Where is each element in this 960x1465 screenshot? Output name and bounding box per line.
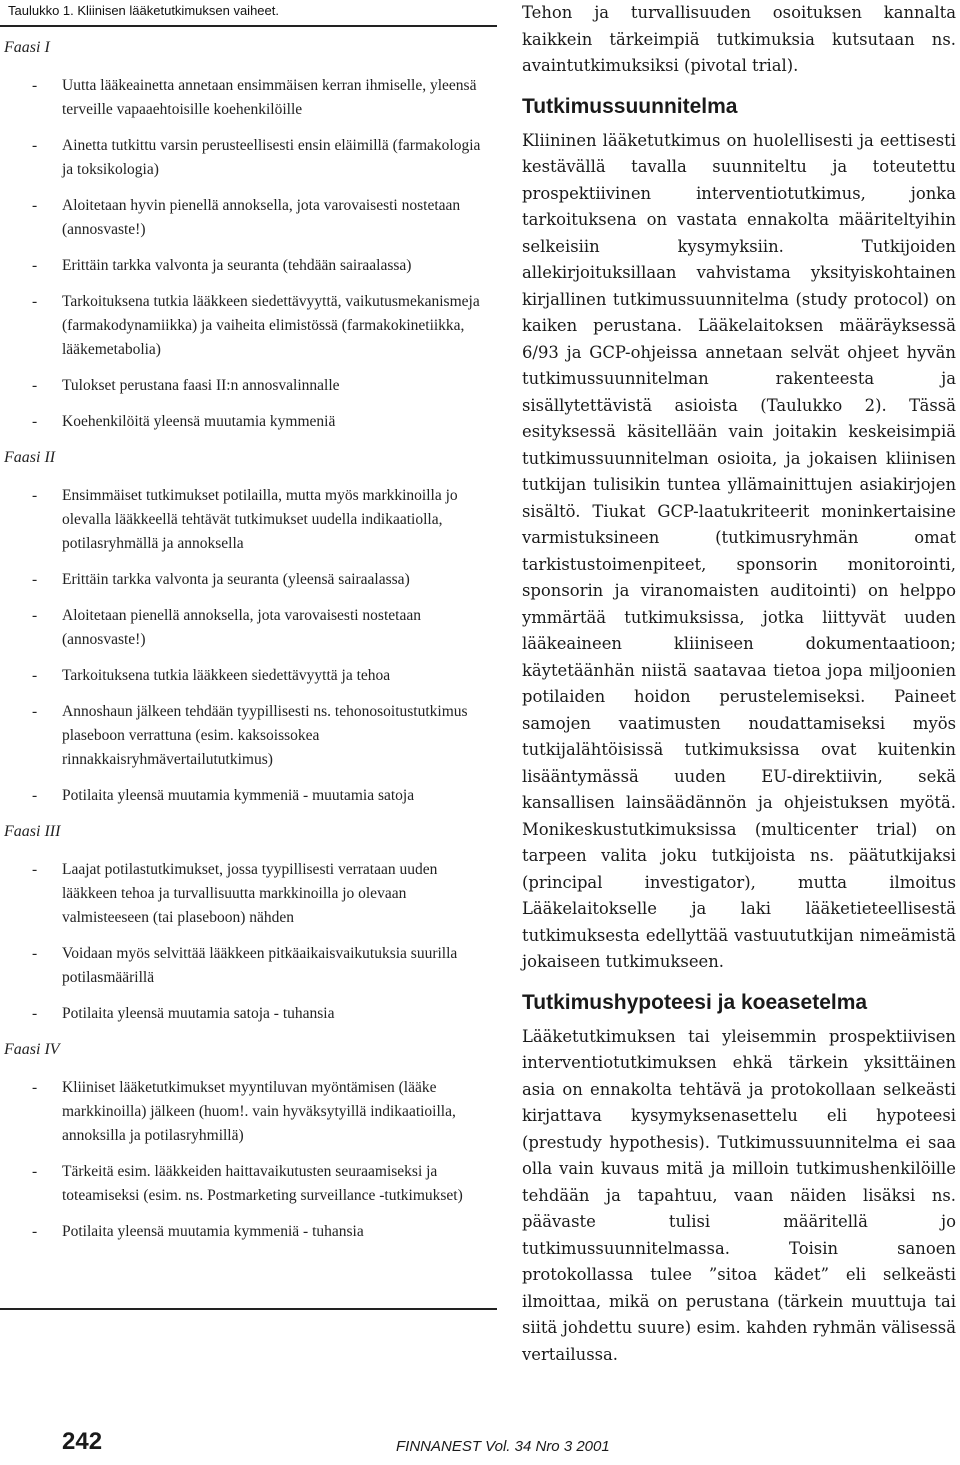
list-item: - Ensimmäiset tutkimukset potilailla, mutta myös markkinoilla jo olevalla lääkkeellä tehtävät tutkimukset uudella indikaatiolla, potilasryhmällä ja annoksella [32, 487, 458, 552]
list-item: - Kliiniset lääketutkimukset myyntiluvan myöntämisen (lääke markkinoilla) jälkeen (huom!. vain hyväksytyillä indikaatioilla, annoksilla ja potilasryhmillä) [32, 1079, 456, 1144]
list-item: - Erittäin tarkka valvonta ja seuranta (tehdään sairaalassa) [32, 257, 412, 274]
phase-heading: Faasi II [4, 449, 56, 466]
list-item: - Voidaan myös selvittää lääkkeen pitkäaikaisvaikutuksia suurilla potilasmäärillä [32, 945, 458, 986]
list-item: - Laajat potilastutkimukset, jossa tyypillisesti verrataan uuden lääkkeen tehoa ja turvallisuutta markkinoilla jo olevaan valmisteeseen (tai plaseboon) nähden [32, 861, 438, 926]
phase-heading: Faasi I [4, 39, 50, 56]
list-item: - Koehenkilöitä yleensä muutamia kymmeniä [32, 413, 336, 430]
table-top-rule [0, 25, 497, 27]
body-paragraph: Kliininen lääketutkimus on huolellisesti ja eettisesti kestävällä tavalla suunniteltu ja toteutettu prospektiivinen interventiotutkimus, jonka tarkoituksena on vastata ennakolta määriteltyihin selkeisiin kysymyksiin. Tutkijoiden allekirjoituksillaan vahvistama yksityiskohtainen kirjallinen tutkimussuunnitelma (study protocol) on kaiken perustana. Lääkelaitoksen määräyksessä 6/93 ja GCP-ohjeissa annetaan selvät ohjeet hyvän tutkimussuunnitelman rakenteesta ja sisällytettävistä asioista (Taulukko 2). Tässä esityksessä käsitellään vain joitakin keskeisimpiä tutkimussuunnitelman osioita, ja jokaisen kliinisen tutkijan tulisikin tuntea yllämainittujen asiakirjojen sisältö. Tiukat GCP-laatukriteerit moninkertaisine varmistuksineen (tutkimusryhmän omat tarkistustoimenpiteet, sponsorin monitorointi, sponsorin ja viranomaisten auditointi) on helppo ymmärtää tutkimuksissa, jotka liittyvät uuden lääkeaineen kliiniseen dokumentaatioon; käytetäänhän niistä saatavaa tietoa jopa miljoonien potilaiden hoidon perustelemiseksi. Paineet samojen vaatimusten noudattamiseksi myös tutkijalähtöisissä tutkimuksissa ovat kuitenkin lisääntymässä uuden EU-direktiivin, sekä kansallisen lainsäädännön ja ohjeistuksen myötä. Monikeskustutkimuksissa (multicenter trial) on tarpeen valita joku tutkijoista ns. päätutkijaksi (principal investigator), mutta ilmoitus Lääkelaitokselle ja laki lääketieteellisestä tutkimuksesta edellyttää vastuututkijan nimeämistä jokaiseen tutkimukseen. [522, 130, 956, 971]
phase-heading: Faasi IV [4, 1041, 60, 1058]
phases-table [0, 28, 500, 1256]
journal-footer: FINNANEST Vol. 34 Nro 3 2001 [396, 1438, 610, 1455]
list-item: - Uutta lääkeainetta annetaan ensimmäisen kerran ihmiselle, yleensä terveille vapaaehtoisille koehenkilöille [32, 77, 477, 118]
list-item: - Tulokset perustana faasi II:n annosvalinnalle [32, 377, 340, 394]
list-item: - Potilaita yleensä muutamia kymmeniä - tuhansia [32, 1223, 364, 1240]
section-heading: Tutkimussuunnitelma [522, 94, 738, 118]
body-paragraph: Lääketutkimuksen tai yleisemmin prospektiivisen interventiotutkimuksen ehkä tärkein yksittäinen asia on ennakolta tehtävä ja protokollaan selkeästi kirjattava kysymyksenasettelu eli hypoteesi (prestudy hypothesis). Tutkimussuunnitelma ei saa olla vain kuvaus mitä ja milloin tutkimushenkilöille tehdään ja tapahtuu, vaan näiden lisäksi ns. päävaste tulisi määritellä jo tutkimussuunnitelmassa. Toisin sanoen protokollassa tulee ”sitoa kädet” eli selkeästi ilmoittaa, mikä on perustana (tärkein muuttuja tai siitä johdettu suure) esim. kahden ryhmän välisessä vertailussa. [522, 1026, 956, 1364]
list-item: - Potilaita yleensä muutamia satoja - tuhansia [32, 1005, 335, 1022]
table-bottom-rule [0, 1308, 497, 1310]
list-item: - Tarkoituksena tutkia lääkkeen siedettävyyttä ja tehoa [32, 667, 391, 684]
list-item: - Potilaita yleensä muutamia kymmeniä - muutamia satoja [32, 787, 415, 804]
list-item: - Aloitetaan hyvin pienellä annoksella, jota varovaisesti nostetaan (annosvaste!) [32, 197, 461, 238]
article-column [522, 0, 956, 1368]
list-item: - Ainetta tutkittu varsin perusteellisesti ensin eläimillä (farmakologia ja toksikologia) [32, 137, 481, 178]
list-item: - Tärkeitä esim. lääkkeiden haittavaikutusten seuraamiseksi ja toteamiseksi (esim. ns. Postmarketing surveillance -tutkimukset) [32, 1163, 463, 1204]
phase-heading: Faasi III [4, 823, 61, 840]
list-item: - Annoshaun jälkeen tehdään tyypillisesti ns. tehonosoitustutkimus plaseboon verrattuna (esim. kaksoissokea rinnakkaisryhmävertailututkimus) [32, 703, 468, 768]
table-title: Taulukko 1. Kliinisen lääketutkimuksen vaiheet. [8, 3, 279, 18]
list-item: - Tarkoituksena tutkia lääkkeen siedettävyyttä, vaikutusmekanismeja (farmakodynamiikka) ja vaiheita elimistössä (farmakokinetiikka, lääkemetabolia) [32, 293, 480, 358]
section-heading: Tutkimushypoteesi ja koeasetelma [522, 990, 868, 1014]
list-item: - Aloitetaan pienellä annoksella, jota varovaisesti nostetaan (annosvaste!) [32, 607, 421, 648]
intro-paragraph: Tehon ja turvallisuuden osoituksen kannalta kaikkein tärkeimpiä tutkimuksia kutsutaan ns. avaintutkimuksiksi (pivotal trial). [522, 3, 956, 75]
page-number: 242 [62, 1428, 103, 1455]
list-item: - Erittäin tarkka valvonta ja seuranta (yleensä sairaalassa) [32, 571, 410, 588]
